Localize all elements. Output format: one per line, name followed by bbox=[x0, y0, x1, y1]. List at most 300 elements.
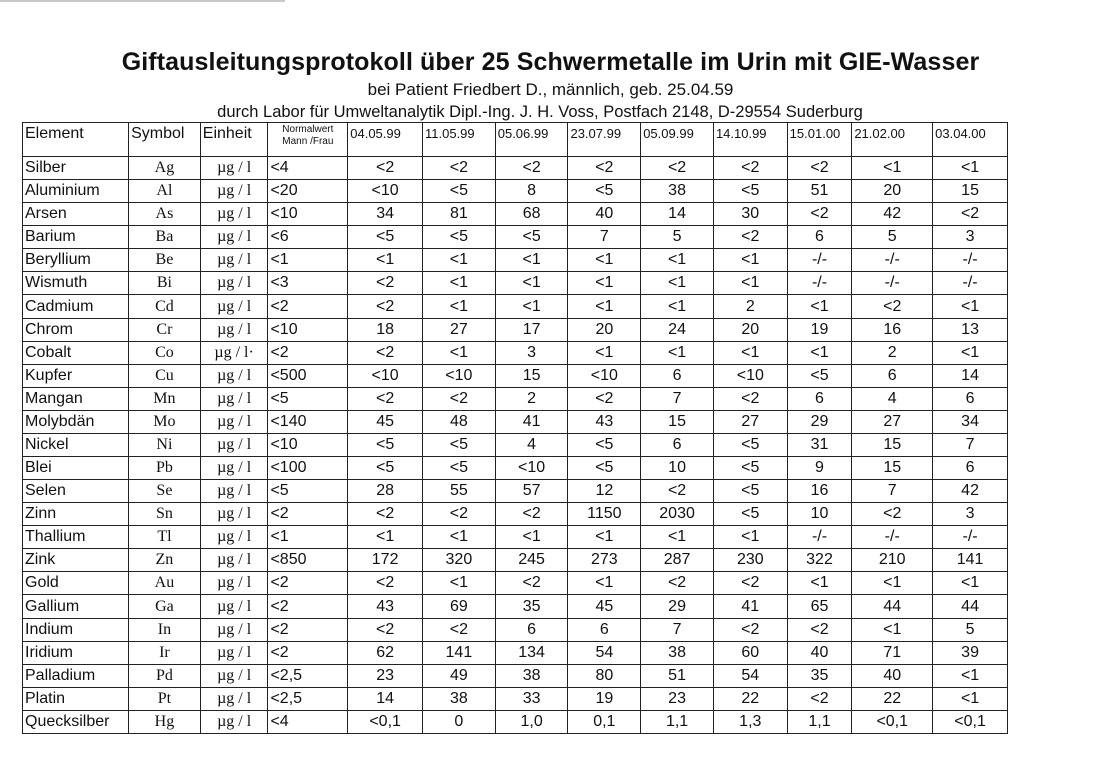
measurement-cell: 49 bbox=[423, 664, 496, 687]
unit-cell: µg / l bbox=[200, 664, 268, 687]
measurement-cell: 19 bbox=[787, 318, 852, 341]
measurement-cell: <5 bbox=[713, 457, 787, 480]
measurement-cell: <1 bbox=[495, 249, 568, 272]
measurement-cell: <2 bbox=[787, 618, 852, 641]
measurement-cell: 4 bbox=[852, 387, 933, 410]
symbol-cell: Sn bbox=[129, 503, 201, 526]
measurement-cell: <1 bbox=[641, 295, 714, 318]
symbol-cell: Zn bbox=[129, 549, 201, 572]
normal-value-cell: <2 bbox=[268, 572, 348, 595]
measurement-cell: <1 bbox=[423, 295, 496, 318]
measurement-cell: <5 bbox=[423, 180, 496, 203]
measurement-cell: 6 bbox=[568, 618, 641, 641]
measurement-cell: 322 bbox=[787, 549, 852, 572]
measurement-cell: <1 bbox=[495, 526, 568, 549]
element-cell: Zinn bbox=[23, 503, 129, 526]
normal-value-cell: <850 bbox=[268, 549, 348, 572]
normal-value-cell: <2 bbox=[268, 641, 348, 664]
measurement-cell: <2 bbox=[348, 272, 423, 295]
measurement-cell: <5 bbox=[423, 226, 496, 249]
measurement-cell: 10 bbox=[787, 503, 852, 526]
element-cell: Molybdän bbox=[23, 410, 129, 433]
symbol-cell: As bbox=[129, 203, 201, 226]
measurement-cell: 172 bbox=[348, 549, 423, 572]
element-cell: Palladium bbox=[23, 664, 129, 687]
measurement-cell: 273 bbox=[568, 549, 641, 572]
measurement-cell: <1 bbox=[641, 249, 714, 272]
table-row bbox=[23, 249, 1008, 272]
element-cell: Selen bbox=[23, 480, 129, 503]
measurement-cell: 41 bbox=[713, 595, 787, 618]
measurement-cell: <2 bbox=[713, 226, 787, 249]
table-row bbox=[23, 318, 1008, 341]
laboratory-line: durch Labor für Umweltanalytik Dipl.-Ing. J. H. Voss, Postfach 2148, D-29554 Suderburg bbox=[217, 103, 863, 121]
measurement-cell: <5 bbox=[568, 180, 641, 203]
measurement-cell: 6 bbox=[933, 387, 1008, 410]
measurement-cell: <2 bbox=[495, 157, 568, 180]
normal-value-cell: <100 bbox=[268, 457, 348, 480]
measurement-cell: <1 bbox=[933, 572, 1008, 595]
measurement-cell: <2 bbox=[852, 503, 933, 526]
measurement-cell: 6 bbox=[787, 226, 852, 249]
measurement-cell: 2 bbox=[852, 341, 933, 364]
measurement-cell: 33 bbox=[495, 687, 568, 710]
measurement-cell: <1 bbox=[933, 664, 1008, 687]
measurement-cell: <2 bbox=[348, 295, 423, 318]
measurement-cell: 23 bbox=[348, 664, 423, 687]
measurement-cell: 1,1 bbox=[641, 710, 714, 733]
measurement-cell: <2 bbox=[348, 341, 423, 364]
measurement-cell: <1 bbox=[713, 526, 787, 549]
measurement-cell: 2 bbox=[713, 295, 787, 318]
measurement-cell: 15 bbox=[495, 364, 568, 387]
measurement-cell: 15 bbox=[852, 433, 933, 456]
table-row bbox=[23, 157, 1008, 180]
measurement-cell: 1150 bbox=[568, 503, 641, 526]
symbol-cell: Cd bbox=[129, 295, 201, 318]
element-cell: Gold bbox=[23, 572, 129, 595]
header-date: 05.09.99 bbox=[641, 123, 714, 157]
unit-cell: µg / l bbox=[200, 710, 268, 733]
header-normal-value bbox=[268, 123, 348, 157]
measurement-cell: <2 bbox=[713, 387, 787, 410]
measurement-cell: 9 bbox=[787, 457, 852, 480]
symbol-cell: Se bbox=[129, 480, 201, 503]
measurement-cell: <1 bbox=[787, 572, 852, 595]
measurement-cell: 20 bbox=[568, 318, 641, 341]
measurement-cell: <10 bbox=[348, 180, 423, 203]
measurement-cell: <10 bbox=[495, 457, 568, 480]
measurement-cell: 0,1 bbox=[568, 710, 641, 733]
element-cell: Mangan bbox=[23, 387, 129, 410]
measurement-cell: 287 bbox=[641, 549, 714, 572]
normal-value-cell: <1 bbox=[268, 249, 348, 272]
normal-value-cell: <2 bbox=[268, 341, 348, 364]
measurement-cell: <2 bbox=[348, 503, 423, 526]
measurement-cell: -/- bbox=[787, 526, 852, 549]
table-row bbox=[23, 364, 1008, 387]
table-row bbox=[23, 618, 1008, 641]
normal-value-cell: <10 bbox=[268, 203, 348, 226]
measurement-cell: 7 bbox=[568, 226, 641, 249]
normal-value-cell: <10 bbox=[268, 318, 348, 341]
measurement-cell: 7 bbox=[641, 387, 714, 410]
measurement-cell: 65 bbox=[787, 595, 852, 618]
symbol-cell: Hg bbox=[129, 710, 201, 733]
measurement-cell: 35 bbox=[787, 664, 852, 687]
measurement-cell: 5 bbox=[852, 226, 933, 249]
measurement-cell: <1 bbox=[568, 526, 641, 549]
element-cell: Cobalt bbox=[23, 341, 129, 364]
measurement-cell: <1 bbox=[568, 295, 641, 318]
measurement-cell: <5 bbox=[495, 226, 568, 249]
table-row bbox=[23, 180, 1008, 203]
measurement-cell: <1 bbox=[568, 249, 641, 272]
unit-cell: µg / l bbox=[200, 180, 268, 203]
measurement-cell: -/- bbox=[787, 272, 852, 295]
measurement-cell: 51 bbox=[641, 664, 714, 687]
measurement-cell: <1 bbox=[713, 249, 787, 272]
table-row bbox=[23, 433, 1008, 456]
header-date: 15.01.00 bbox=[787, 123, 852, 157]
measurement-cell: 0 bbox=[423, 710, 496, 733]
measurement-cell: -/- bbox=[933, 526, 1008, 549]
symbol-cell: In bbox=[129, 618, 201, 641]
measurement-cell: <1 bbox=[787, 295, 852, 318]
table-row bbox=[23, 687, 1008, 710]
measurement-cell: <5 bbox=[787, 364, 852, 387]
measurement-cell: <1 bbox=[495, 272, 568, 295]
measurement-cell: 69 bbox=[423, 595, 496, 618]
table-row bbox=[23, 595, 1008, 618]
symbol-cell: Co bbox=[129, 341, 201, 364]
symbol-cell: Cu bbox=[129, 364, 201, 387]
measurement-cell: <2 bbox=[787, 687, 852, 710]
measurement-cell: <1 bbox=[568, 572, 641, 595]
measurement-cell: 7 bbox=[852, 480, 933, 503]
element-cell: Blei bbox=[23, 457, 129, 480]
measurement-cell: <2 bbox=[568, 157, 641, 180]
normal-value-cell: <4 bbox=[268, 157, 348, 180]
element-cell: Gallium bbox=[23, 595, 129, 618]
element-cell: Beryllium bbox=[23, 249, 129, 272]
unit-cell: µg / l bbox=[200, 480, 268, 503]
measurement-cell: <1 bbox=[641, 341, 714, 364]
measurement-cell: <1 bbox=[423, 341, 496, 364]
measurement-cell: 71 bbox=[852, 641, 933, 664]
measurement-cell: <5 bbox=[348, 457, 423, 480]
measurement-cell: <2 bbox=[423, 387, 496, 410]
measurement-cell: <5 bbox=[423, 433, 496, 456]
measurement-cell: 7 bbox=[933, 433, 1008, 456]
measurement-cell: <2 bbox=[787, 203, 852, 226]
measurement-cell: 42 bbox=[933, 480, 1008, 503]
header-symbol: Symbol bbox=[129, 123, 201, 157]
measurement-cell: <0,1 bbox=[348, 710, 423, 733]
measurement-cell: <2 bbox=[495, 572, 568, 595]
measurement-cell: 43 bbox=[568, 410, 641, 433]
element-cell: Arsen bbox=[23, 203, 129, 226]
header-date: 23.07.99 bbox=[568, 123, 641, 157]
unit-cell: µg / l bbox=[200, 503, 268, 526]
measurement-cell: 15 bbox=[852, 457, 933, 480]
symbol-cell: Ir bbox=[129, 641, 201, 664]
measurement-cell: 16 bbox=[852, 318, 933, 341]
measurement-cell: 27 bbox=[423, 318, 496, 341]
measurement-cell: <2 bbox=[568, 387, 641, 410]
symbol-cell: Pd bbox=[129, 664, 201, 687]
measurement-cell: 35 bbox=[495, 595, 568, 618]
measurement-cell: <10 bbox=[713, 364, 787, 387]
header-normal-line1: Normalwert bbox=[282, 124, 334, 135]
unit-cell: µg / l bbox=[200, 226, 268, 249]
unit-cell: µg / l bbox=[200, 249, 268, 272]
measurement-cell: <1 bbox=[641, 526, 714, 549]
normal-value-cell: <10 bbox=[268, 433, 348, 456]
measurement-cell: <10 bbox=[348, 364, 423, 387]
measurement-cell: -/- bbox=[852, 249, 933, 272]
measurement-cell: <1 bbox=[568, 272, 641, 295]
measurement-cell: <1 bbox=[933, 687, 1008, 710]
measurement-cell: 38 bbox=[495, 664, 568, 687]
symbol-cell: Cr bbox=[129, 318, 201, 341]
element-cell: Silber bbox=[23, 157, 129, 180]
table-body bbox=[23, 157, 1008, 734]
measurement-cell: 27 bbox=[713, 410, 787, 433]
measurement-cell: 24 bbox=[641, 318, 714, 341]
measurement-cell: 54 bbox=[713, 664, 787, 687]
measurement-cell: 5 bbox=[933, 618, 1008, 641]
element-cell: Aluminium bbox=[23, 180, 129, 203]
measurement-cell: 1,3 bbox=[713, 710, 787, 733]
measurement-cell: 31 bbox=[787, 433, 852, 456]
element-cell: Thallium bbox=[23, 526, 129, 549]
table-row bbox=[23, 387, 1008, 410]
unit-cell: µg / l bbox=[200, 433, 268, 456]
measurement-cell: <2 bbox=[787, 157, 852, 180]
symbol-cell: Al bbox=[129, 180, 201, 203]
header-date: 21.02.00 bbox=[852, 123, 933, 157]
measurement-cell: 4 bbox=[495, 433, 568, 456]
measurement-cell: 1,1 bbox=[787, 710, 852, 733]
measurement-cell: 39 bbox=[933, 641, 1008, 664]
measurement-cell: 60 bbox=[713, 641, 787, 664]
measurement-cell: -/- bbox=[852, 526, 933, 549]
measurement-cell: <2 bbox=[641, 157, 714, 180]
unit-cell: µg / l bbox=[200, 318, 268, 341]
symbol-cell: Ni bbox=[129, 433, 201, 456]
measurement-cell: 3 bbox=[933, 503, 1008, 526]
measurement-cell: <2 bbox=[495, 503, 568, 526]
normal-value-cell: <3 bbox=[268, 272, 348, 295]
header-row bbox=[23, 123, 1008, 157]
measurement-cell: <5 bbox=[423, 457, 496, 480]
measurement-cell: <2 bbox=[852, 295, 933, 318]
measurement-cell: <2 bbox=[423, 503, 496, 526]
symbol-cell: Pb bbox=[129, 457, 201, 480]
measurement-cell: 45 bbox=[568, 595, 641, 618]
measurement-cell: <1 bbox=[641, 272, 714, 295]
element-cell: Cadmium bbox=[23, 295, 129, 318]
measurement-cell: 17 bbox=[495, 318, 568, 341]
measurement-cell: <2 bbox=[713, 157, 787, 180]
table-row bbox=[23, 226, 1008, 249]
measurement-cell: <5 bbox=[348, 433, 423, 456]
measurement-cell: <0,1 bbox=[933, 710, 1008, 733]
normal-value-cell: <20 bbox=[268, 180, 348, 203]
normal-value-cell: <140 bbox=[268, 410, 348, 433]
measurement-cell: <1 bbox=[933, 341, 1008, 364]
measurement-cell: 134 bbox=[495, 641, 568, 664]
unit-cell: µg / l bbox=[200, 364, 268, 387]
measurement-cell: 80 bbox=[568, 664, 641, 687]
scan-edge-line bbox=[0, 0, 285, 2]
measurement-cell: <1 bbox=[348, 249, 423, 272]
header-date: 05.06.99 bbox=[495, 123, 568, 157]
unit-cell: µg / l bbox=[200, 572, 268, 595]
normal-value-cell: <4 bbox=[268, 710, 348, 733]
symbol-cell: Bi bbox=[129, 272, 201, 295]
measurement-cell: <2 bbox=[713, 618, 787, 641]
unit-cell: µg / l bbox=[200, 457, 268, 480]
measurement-cell: 16 bbox=[787, 480, 852, 503]
normal-value-cell: <500 bbox=[268, 364, 348, 387]
measurement-cell: <2 bbox=[933, 203, 1008, 226]
measurement-cell: <1 bbox=[713, 341, 787, 364]
measurement-cell: <0,1 bbox=[852, 710, 933, 733]
measurement-cell: 6 bbox=[787, 387, 852, 410]
measurement-cell: 30 bbox=[713, 203, 787, 226]
measurement-cell: 29 bbox=[787, 410, 852, 433]
measurement-cell: 81 bbox=[423, 203, 496, 226]
element-cell: Indium bbox=[23, 618, 129, 641]
measurement-cell: <2 bbox=[423, 618, 496, 641]
element-cell: Barium bbox=[23, 226, 129, 249]
measurement-cell: <5 bbox=[568, 457, 641, 480]
measurement-cell: <1 bbox=[713, 272, 787, 295]
measurement-cell: 6 bbox=[641, 433, 714, 456]
measurement-cell: <1 bbox=[852, 618, 933, 641]
measurement-cell: 38 bbox=[423, 687, 496, 710]
table-row bbox=[23, 526, 1008, 549]
patient-line: bei Patient Friedbert D., männlich, geb. 25.04.59 bbox=[367, 80, 734, 99]
measurement-cell: 18 bbox=[348, 318, 423, 341]
measurement-cell: 19 bbox=[568, 687, 641, 710]
measurement-cell: <5 bbox=[348, 226, 423, 249]
unit-cell: µg / l bbox=[200, 387, 268, 410]
measurement-cell: 245 bbox=[495, 549, 568, 572]
measurement-cell: 57 bbox=[495, 480, 568, 503]
measurement-cell: <5 bbox=[713, 180, 787, 203]
unit-cell: µg / l bbox=[200, 410, 268, 433]
measurement-cell: 34 bbox=[348, 203, 423, 226]
unit-cell: µg / l bbox=[200, 618, 268, 641]
measurement-cell: 141 bbox=[423, 641, 496, 664]
measurement-cell: 12 bbox=[568, 480, 641, 503]
measurement-cell: 22 bbox=[852, 687, 933, 710]
measurement-cell: 6 bbox=[933, 457, 1008, 480]
measurement-cell: 230 bbox=[713, 549, 787, 572]
measurement-cell: 42 bbox=[852, 203, 933, 226]
measurement-cell: <2 bbox=[713, 572, 787, 595]
measurement-cell: <10 bbox=[568, 364, 641, 387]
table-row bbox=[23, 641, 1008, 664]
measurement-cell: -/- bbox=[933, 272, 1008, 295]
measurement-cell: 55 bbox=[423, 480, 496, 503]
measurement-cell: 15 bbox=[641, 410, 714, 433]
unit-cell: µg / l bbox=[200, 595, 268, 618]
normal-value-cell: <6 bbox=[268, 226, 348, 249]
measurement-cell: 22 bbox=[713, 687, 787, 710]
unit-cell: µg / l bbox=[200, 157, 268, 180]
table-row bbox=[23, 549, 1008, 572]
measurement-cell: 7 bbox=[641, 618, 714, 641]
header-date: 04.05.99 bbox=[348, 123, 423, 157]
document-title: Giftausleitungsprotokoll über 25 Schwermetalle im Urin mit GIE-Wasser bbox=[121, 48, 980, 76]
measurement-cell: <1 bbox=[423, 572, 496, 595]
measurement-cell: 2 bbox=[495, 387, 568, 410]
table-row bbox=[23, 203, 1008, 226]
header-date: 14.10.99 bbox=[713, 123, 787, 157]
measurement-cell: <5 bbox=[713, 503, 787, 526]
measurement-cell: 29 bbox=[641, 595, 714, 618]
measurement-cell: 3 bbox=[495, 341, 568, 364]
measurement-cell: -/- bbox=[787, 249, 852, 272]
measurement-cell: 62 bbox=[348, 641, 423, 664]
measurement-cell: 14 bbox=[641, 203, 714, 226]
normal-value-cell: <1 bbox=[268, 526, 348, 549]
header-date: 11.05.99 bbox=[423, 123, 496, 157]
symbol-cell: Be bbox=[129, 249, 201, 272]
table-row bbox=[23, 572, 1008, 595]
table-row bbox=[23, 710, 1008, 733]
unit-cell: µg / l bbox=[200, 272, 268, 295]
measurement-cell: <2 bbox=[641, 480, 714, 503]
normal-value-cell: <2,5 bbox=[268, 687, 348, 710]
measurement-cell: 68 bbox=[495, 203, 568, 226]
measurement-cell: 43 bbox=[348, 595, 423, 618]
measurement-cell: <1 bbox=[852, 572, 933, 595]
measurement-cell: 54 bbox=[568, 641, 641, 664]
measurement-cell: 34 bbox=[933, 410, 1008, 433]
measurement-cell: 27 bbox=[852, 410, 933, 433]
measurement-cell: 15 bbox=[933, 180, 1008, 203]
unit-cell: µg / l bbox=[200, 295, 268, 318]
element-cell: Quecksilber bbox=[23, 710, 129, 733]
element-cell: Iridium bbox=[23, 641, 129, 664]
element-cell: Platin bbox=[23, 687, 129, 710]
unit-cell: µg / l bbox=[200, 203, 268, 226]
measurement-cell: <10 bbox=[423, 364, 496, 387]
symbol-cell: Ga bbox=[129, 595, 201, 618]
measurement-cell: <1 bbox=[787, 341, 852, 364]
element-cell: Nickel bbox=[23, 433, 129, 456]
symbol-cell: Tl bbox=[129, 526, 201, 549]
measurement-cell: <2 bbox=[348, 618, 423, 641]
unit-cell: µg / l bbox=[200, 526, 268, 549]
measurement-cell: <1 bbox=[423, 526, 496, 549]
table-row bbox=[23, 341, 1008, 364]
measurement-cell: 6 bbox=[495, 618, 568, 641]
header-element: Element bbox=[23, 123, 129, 157]
normal-value-cell: <2 bbox=[268, 595, 348, 618]
measurement-cell: 44 bbox=[933, 595, 1008, 618]
measurement-cell: -/- bbox=[852, 272, 933, 295]
measurement-cell: <2 bbox=[423, 157, 496, 180]
measurement-cell: <1 bbox=[423, 249, 496, 272]
measurement-cell: 5 bbox=[641, 226, 714, 249]
measurement-cell: <2 bbox=[348, 572, 423, 595]
